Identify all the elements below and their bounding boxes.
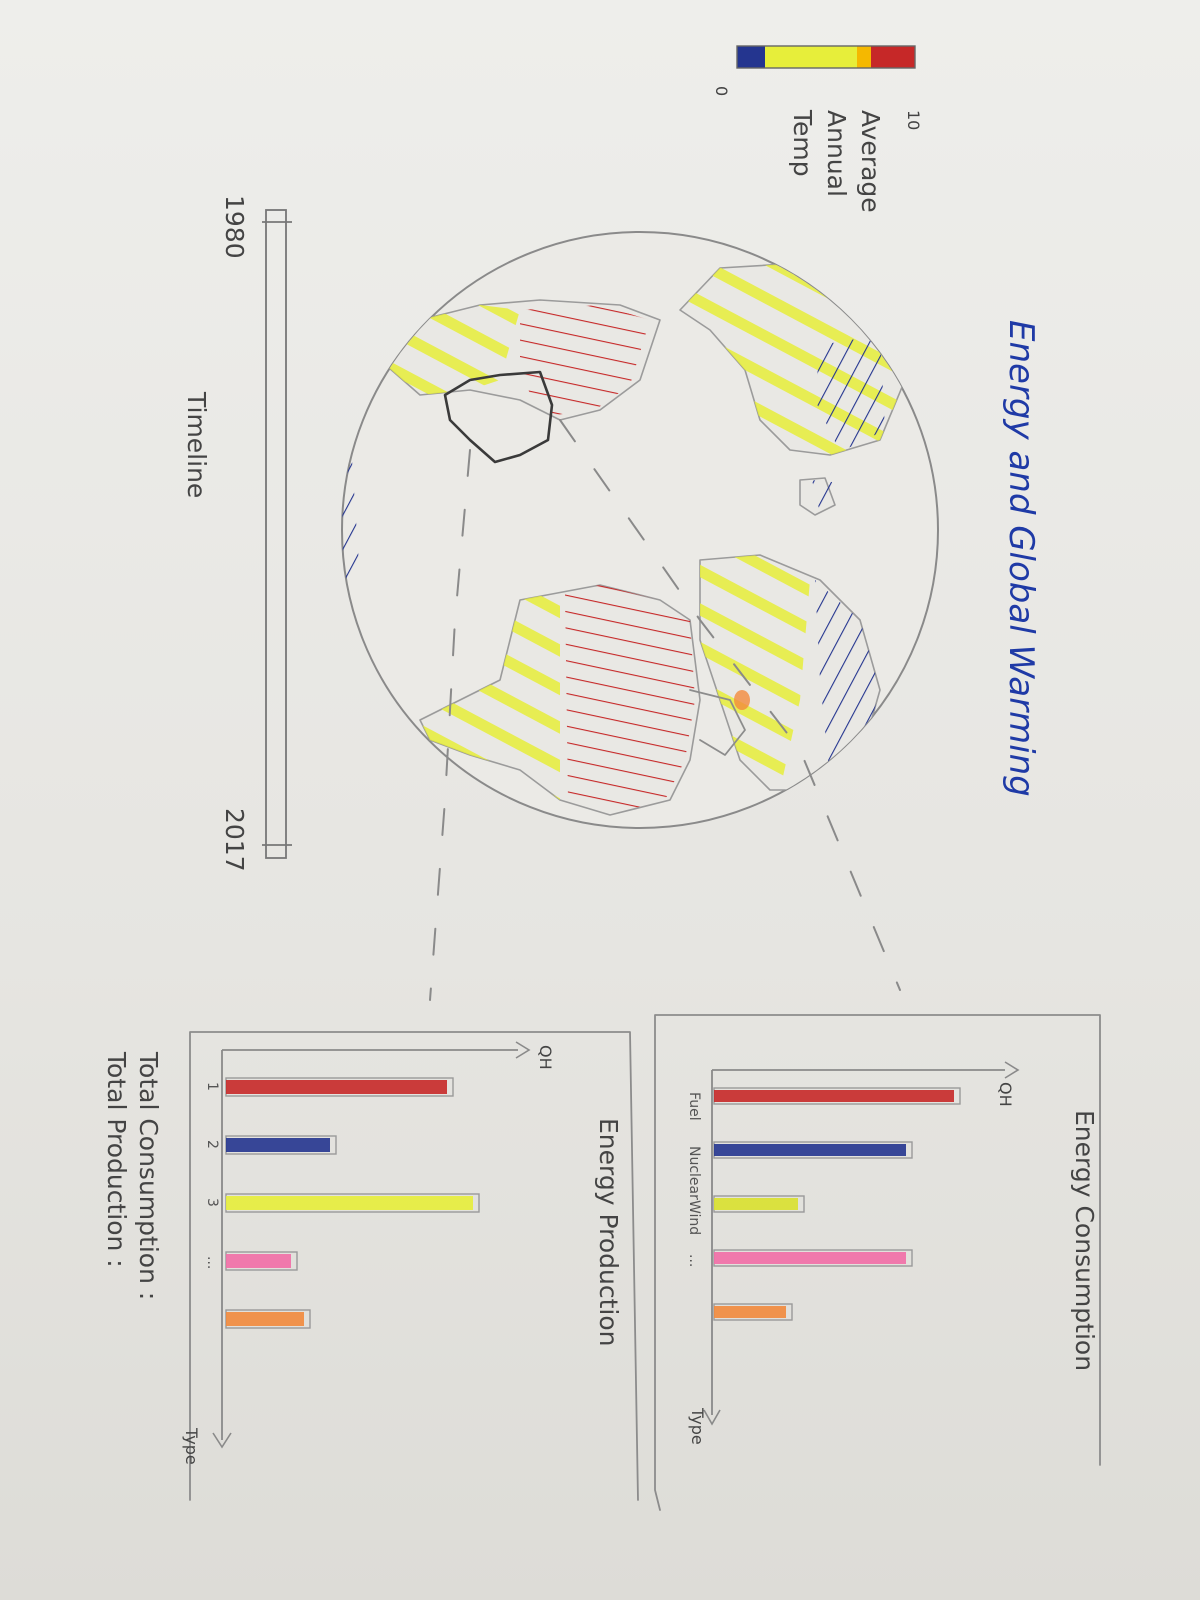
consumption-y-label: QH (996, 1082, 1015, 1107)
timeline-start-label: 1980 (220, 195, 249, 259)
consumption-tick-label-1: Fuel (686, 1092, 702, 1121)
legend-mid-segment (765, 46, 857, 68)
production-chart (182, 1032, 638, 1500)
production-tick-group-1 (204, 1082, 220, 1091)
production-tick-group-4 (204, 1256, 220, 1269)
consumption-tick-group-1 (686, 1092, 702, 1121)
production-y-label: QH (536, 1045, 555, 1070)
production-title: Energy Production (594, 1118, 623, 1347)
totals (102, 1051, 163, 1300)
production-bar-3 (226, 1196, 473, 1210)
consumption-tick-group-4 (686, 1254, 702, 1267)
production-tick-group-3 (204, 1198, 220, 1207)
timeline-end-label: 2017 (220, 808, 249, 872)
production-bar-2 (226, 1138, 330, 1152)
consumption-bars (686, 1088, 960, 1320)
legend-hot-segment (871, 46, 915, 68)
world-globe (315, 232, 938, 1000)
production-x-label: Type (182, 1428, 201, 1465)
production-bar-1 (226, 1080, 447, 1094)
consumption-chart (655, 1015, 1100, 1510)
production-bars (204, 1078, 479, 1328)
legend-max-label: 10 (904, 110, 923, 131)
production-tick-label-2: 2 (204, 1140, 220, 1149)
consumption-y-arrow (1005, 1062, 1018, 1078)
production-bar-4 (226, 1254, 291, 1268)
consumption-x-label: Type (688, 1408, 707, 1445)
production-bar-5 (226, 1312, 304, 1326)
legend-cold-segment (737, 46, 765, 68)
consumption-bar-4 (714, 1252, 906, 1264)
legend-title-line-2: Annual (822, 110, 851, 197)
production-tick-label-4: ... (204, 1256, 220, 1270)
consumption-bar-3 (714, 1198, 798, 1210)
consumption-bar-2 (714, 1144, 906, 1156)
title-group (1001, 320, 1041, 797)
production-tick-label-1: 1 (204, 1082, 220, 1091)
consumption-tick-group-3 (686, 1200, 702, 1235)
total-consumption-label: Total Consumption : (134, 1052, 163, 1301)
orange-patch (734, 690, 750, 710)
timeline-track[interactable] (266, 210, 286, 858)
legend-warm-segment (857, 46, 871, 68)
timeline-label: Timeline (182, 392, 211, 499)
production-tick-label-3: 3 (204, 1198, 220, 1207)
total-production-label: Total Production : (102, 1052, 131, 1268)
legend-title-line-3: Temp (788, 110, 817, 177)
production-tick-group-2 (204, 1140, 220, 1149)
consumption-tick-group-2 (686, 1146, 702, 1200)
consumption-tick-label-4: ... (686, 1254, 702, 1268)
temperature-legend (712, 46, 923, 213)
legend-min-label: 0 (712, 86, 731, 97)
consumption-bar-1 (714, 1090, 954, 1102)
consumption-title: Energy Consumption (1070, 1110, 1099, 1372)
consumption-bar-5 (714, 1306, 786, 1318)
page-title: Energy and Global Warming (1001, 320, 1041, 797)
legend-title-line-1: Average (856, 110, 885, 213)
consumption-tick-label-3: Wind (686, 1200, 702, 1236)
timeline (182, 195, 292, 872)
consumption-tick-label-2: Nuclear (686, 1146, 702, 1200)
